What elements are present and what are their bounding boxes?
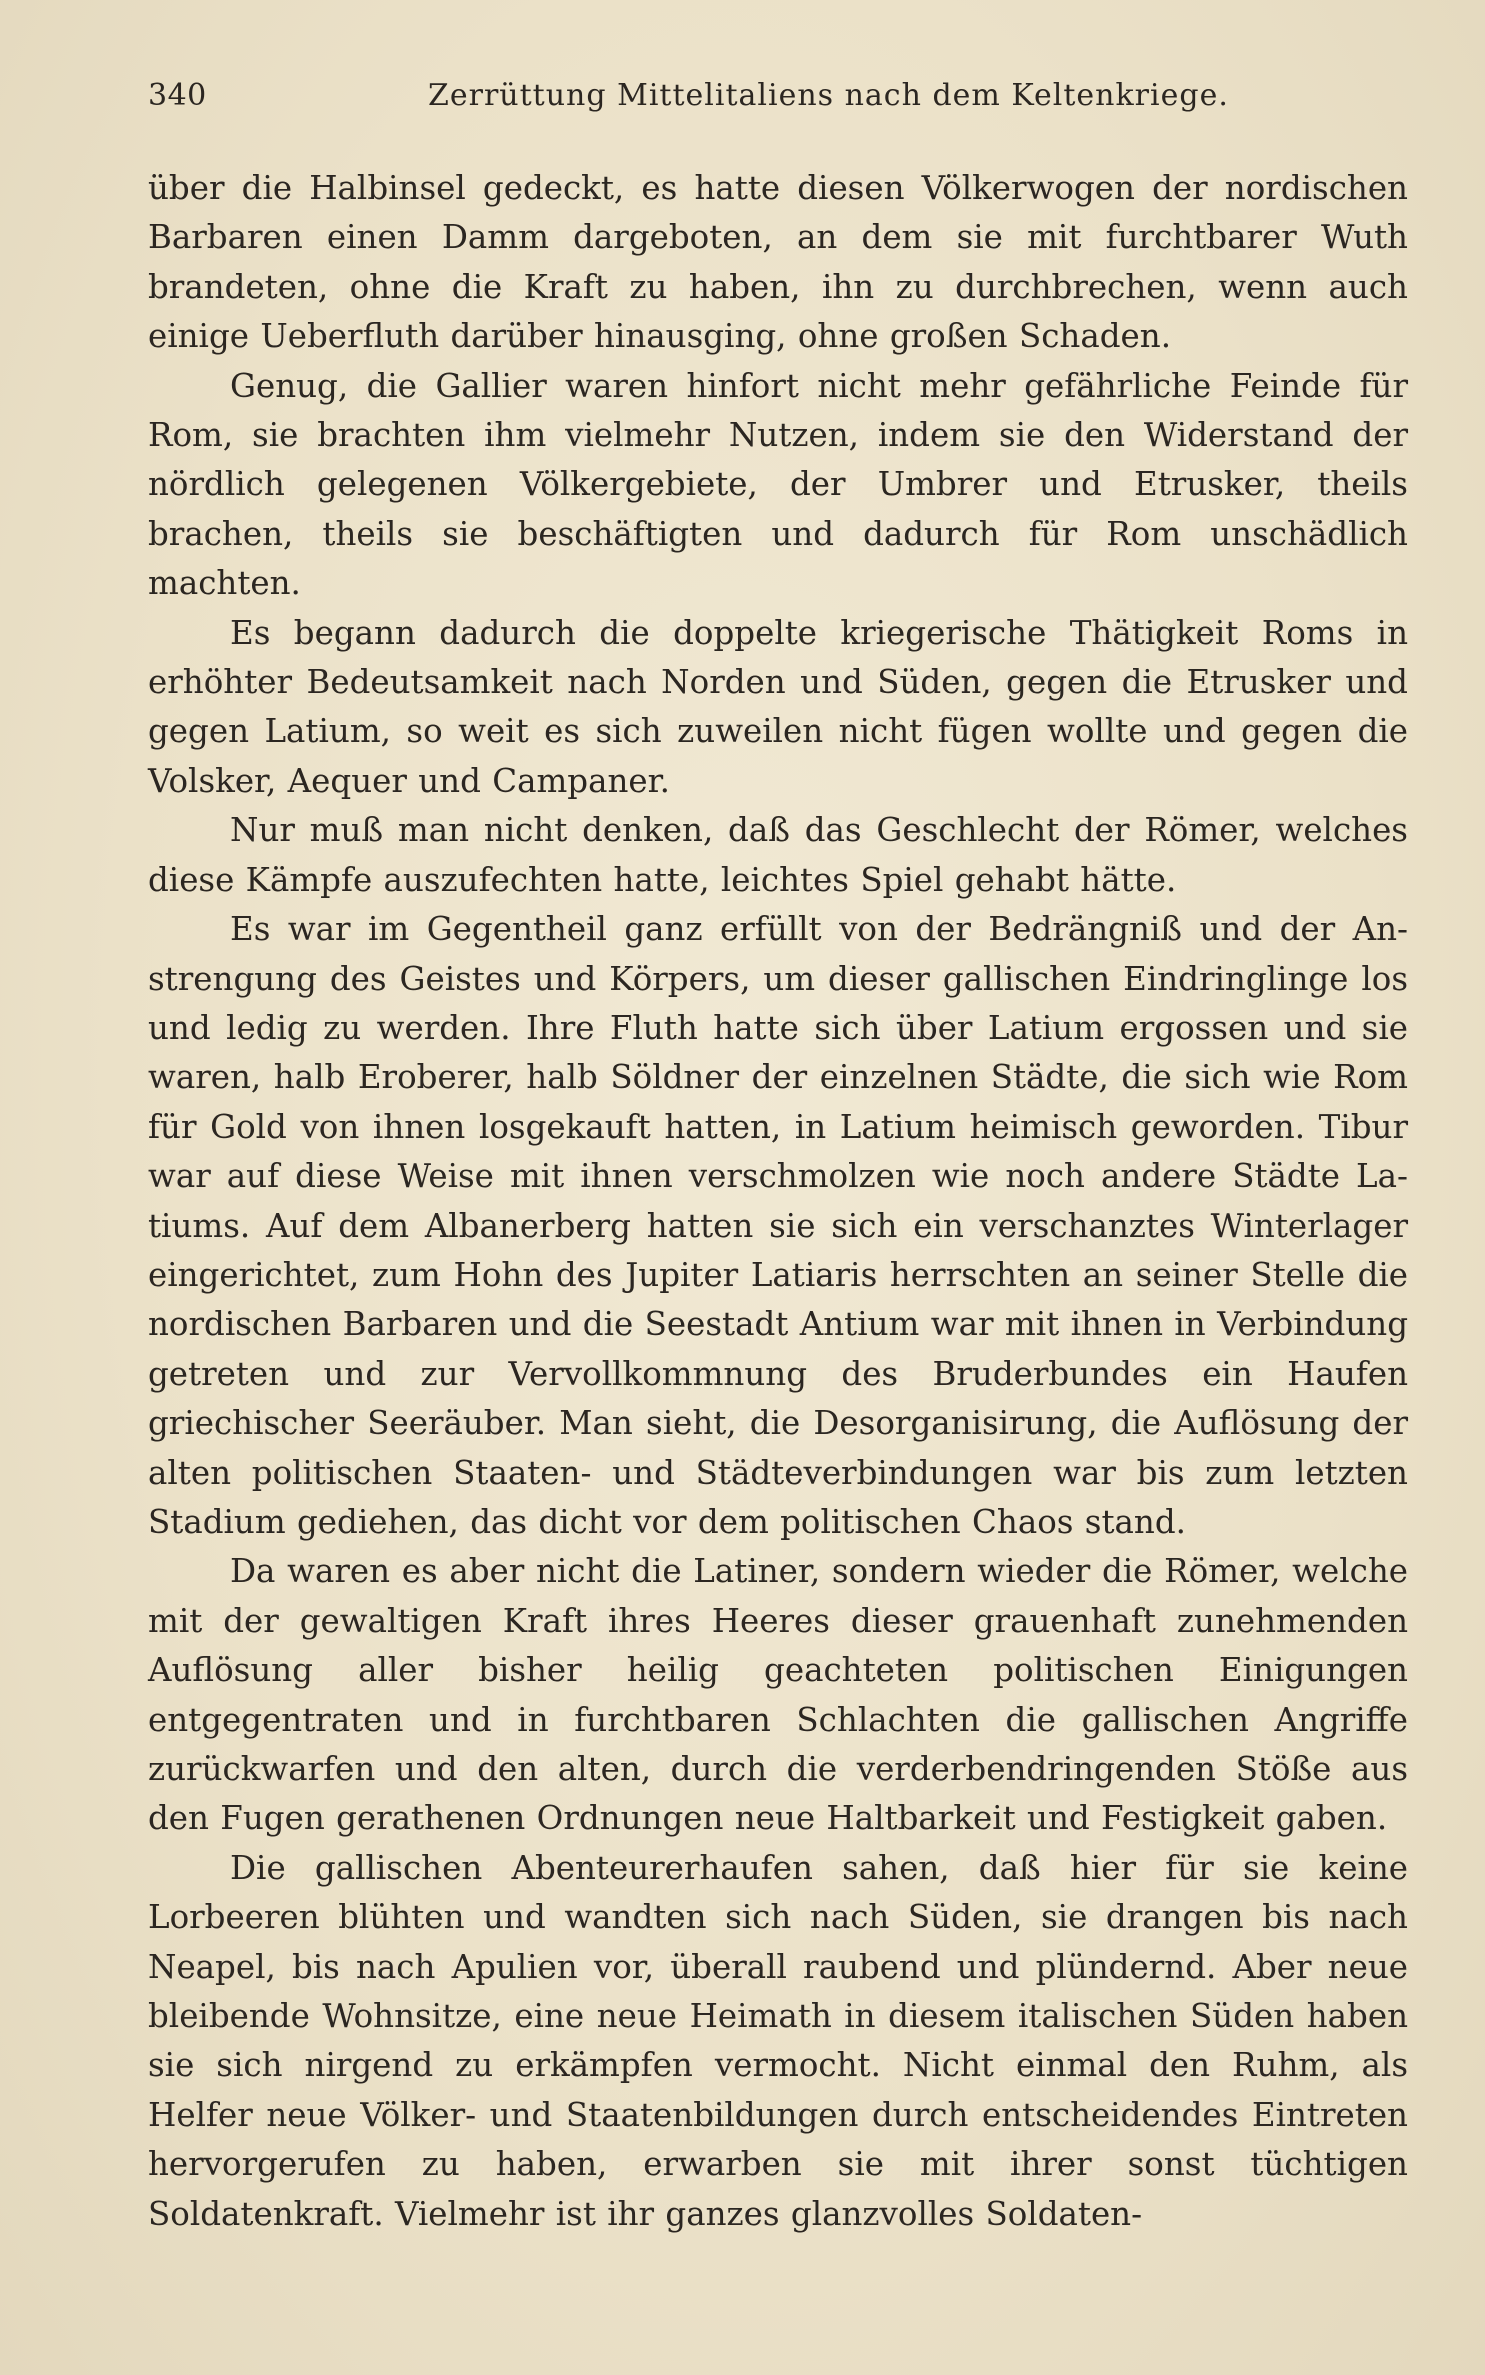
paragraph-3: Es begann dadurch die doppelte kriegerische Thätigkeit Roms in erhöhter Bedeutsamkeit nach Norden und Süden, gegen die Etrusker und gegen Latium, so weit es sich zuweilen nicht fügen wollte und gegen die Volsker, Aequer und Campaner.: [148, 613, 1408, 800]
paragraph-6: Da waren es aber nicht die Latiner, sondern wieder die Römer, welche mit der gewaltigen Kraft ihres Heeres dieser grauenhaft zunehmenden Auflösung aller bisher heilig geachteten politischen Einigungen entgegentraten und in furchtbaren Schlachten die gallischen Angriffe zurückwarfen und den alten, durch die verderbendringenden Stöße aus den Fugen gerathenen Ordnungen neue Haltbarkeit und Festigkeit gaben.: [148, 1552, 1408, 1838]
body-text: [148, 164, 1408, 2239]
page-number: 340: [148, 78, 207, 113]
page-header: [148, 70, 1408, 130]
book-page: [148, 70, 1408, 2310]
paragraph-4: Nur muß man nicht denken, daß das Geschlecht der Römer, welches diese Kämpfe auszufechten hatte, leichtes Spiel gehabt hätte.: [148, 811, 1408, 899]
running-head: Zerrüttung Mittelitaliens nach dem Keltenkriege.: [428, 78, 1229, 113]
paragraph-1: über die Halbinsel gedeckt, es hatte diesen Völkerwogen der nordischen Barbaren einen Damm dargeboten, an dem sie mit furchtbarer Wuth brandeten, ohne die Kraft zu haben, ihn zu durchbrechen, wenn auch einige Ueberfluth darüber hinausging, ohne großen Schaden.: [148, 169, 1408, 356]
paragraph-7: Die gallischen Abenteurerhaufen sahen, daß hier für sie keine Lorbeeren blühten und wandten sich nach Süden, sie drangen bis nach Neapel, bis nach Apulien vor, überall raubend und plündernd. Aber neue bleibende Wohnsitze, eine neue Heimath in diesem italischen Süden haben sie sich nirgend zu erkämpfen vermocht. Nicht einmal den Ruhm, als Helfer neue Völker- und Staatenbildungen durch entscheidendes Eintreten hervorgerufen zu haben, erwarben sie mit ihrer sonst tüchtigen Soldatenkraft. Vielmehr ist ihr ganzes glanzvolles Soldaten-: [148, 1848, 1408, 2233]
paragraph-2: Genug, die Gallier waren hinfort nicht mehr gefährliche Feinde für Rom, sie brachten ihm vielmehr Nutzen, indem sie den Widerstand der nördlich gelegenen Völkergebiete, der Umbrer und Etrusker, theils brachen, theils sie beschäftigten und dadurch für Rom unschädlich machten.: [148, 366, 1408, 603]
paragraph-5: Es war im Gegentheil ganz erfüllt von der Bedrängniß und der Anstrengung des Geistes und Körpers, um dieser gallischen Eindringlinge los und ledig zu werden. Ihre Fluth hatte sich über Latium ergossen und sie waren, halb Eroberer, halb Söldner der einzelnen Städte, die sich wie Rom für Gold von ihnen losgekauft hatten, in Latium heimisch geworden. Tibur war auf diese Weise mit ihnen verschmolzen wie noch andere Städte Latiums. Auf dem Albanerberg hatten sie sich ein verschanztes Winterlager eingerichtet, zum Hohn des Jupiter Latiaris herrschten an seiner Stelle die nordischen Barbaren und die Seestadt Antium war mit ihnen in Verbindung getreten und zur Vervollkommnung des Bruderbundes ein Haufen griechischer Seeräuber. Man sieht, die Desorganisirung, die Auflösung der alten politischen Staaten- und Städteverbindungen war bis zum letzten Stadium gediehen, das dicht vor dem politischen Chaos stand.: [148, 910, 1408, 1541]
